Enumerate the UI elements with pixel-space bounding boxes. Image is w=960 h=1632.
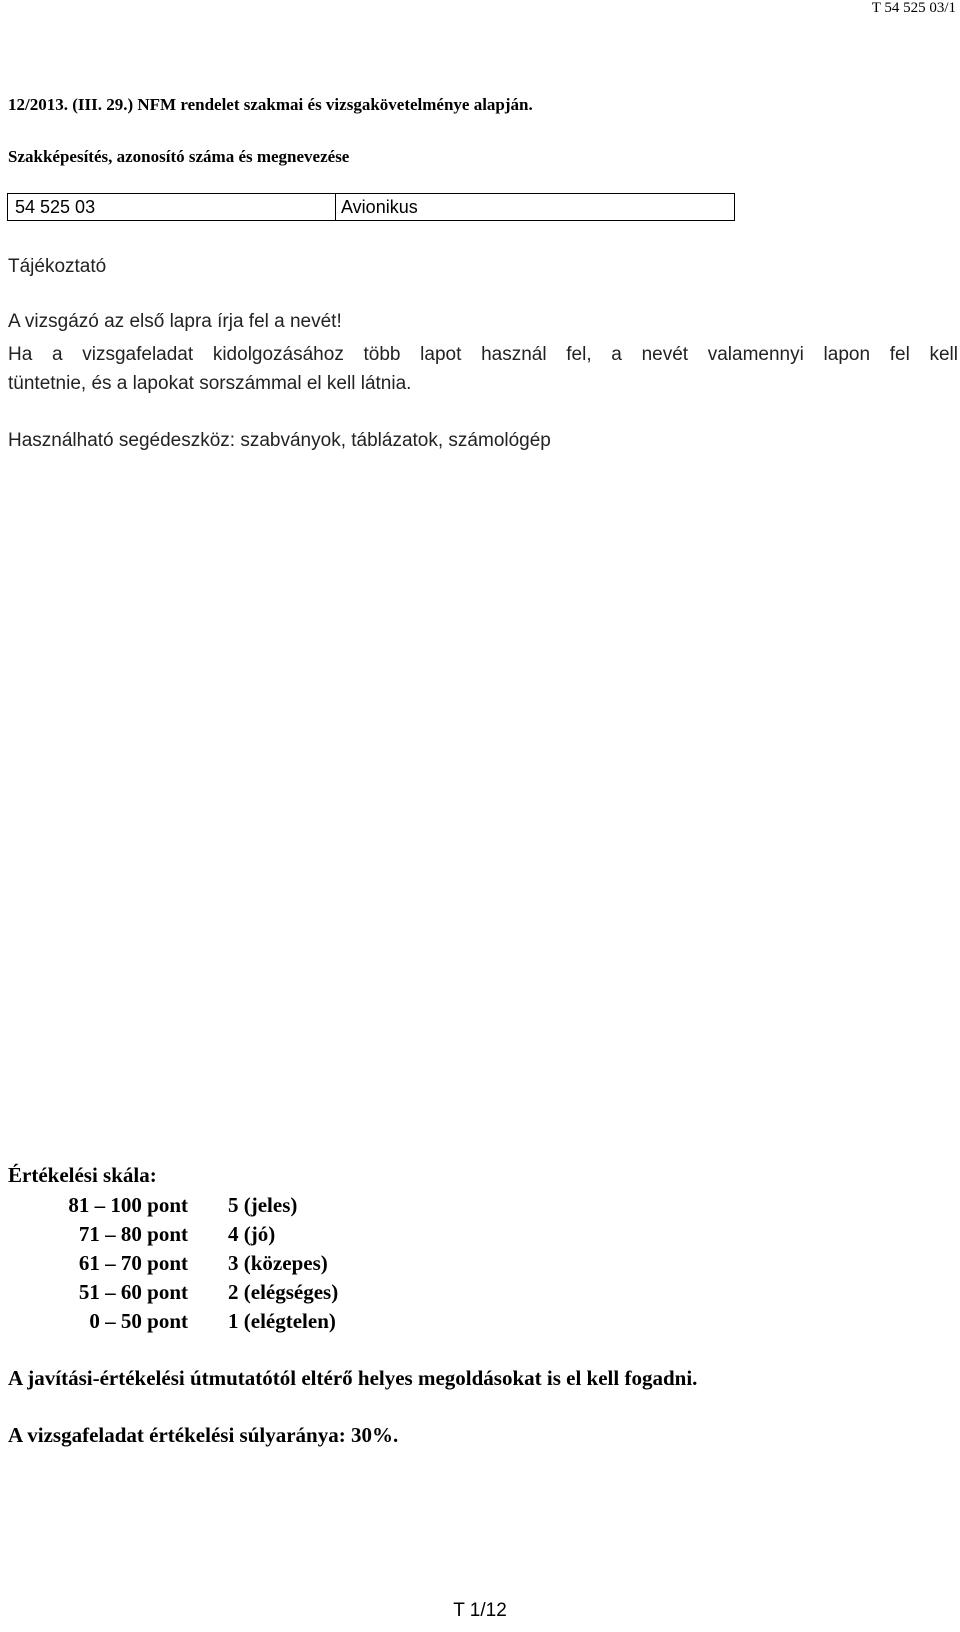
score-range: 51 – 60 pont bbox=[78, 1280, 188, 1304]
info-multi-page-instruction: Ha a vizsgafeladat kidolgozásához több lapot használ fel, a nevét valamennyi lapon fel kell bbox=[8, 344, 958, 365]
qualification-heading: Szakképesítés, azonosító száma és megnevezése bbox=[8, 147, 350, 166]
qualification-divider bbox=[335, 194, 336, 220]
grading-scale-title: Értékelési skála: bbox=[8, 1163, 157, 1187]
score-range: 71 – 80 pont bbox=[78, 1222, 188, 1246]
alternative-solutions-note: A javítási-értékelési útmutatótól eltérő helyes megoldásokat is el kell fogadni. bbox=[8, 1366, 698, 1390]
grade-label: 4 (jó) bbox=[228, 1222, 276, 1246]
grade-label: 1 (elégtelen) bbox=[228, 1309, 336, 1333]
score-range: 81 – 100 pont bbox=[68, 1193, 188, 1217]
info-allowed-tools: Használható segédeszköz: szabványok, táblázatok, számológép bbox=[8, 430, 551, 451]
grade-label: 2 (elégséges) bbox=[228, 1280, 339, 1304]
info-name-instruction: A vizsgázó az első lapra írja fel a nevét! bbox=[8, 311, 342, 332]
info-numbering-instruction: tüntetnie, és a lapokat sorszámmal el kell látnia. bbox=[8, 373, 412, 394]
qualification-code: 54 525 03 bbox=[15, 197, 96, 217]
page-code: T 54 525 03/1 bbox=[871, 0, 956, 16]
info-title: Tájékoztató bbox=[8, 256, 107, 277]
qualification-name: Avionikus bbox=[341, 197, 418, 217]
score-range: 0 – 50 pont bbox=[89, 1309, 188, 1333]
score-range: 61 – 70 pont bbox=[78, 1251, 188, 1275]
page-number: T 1/12 bbox=[453, 1600, 507, 1621]
qualification-box bbox=[7, 193, 735, 221]
weight-note: A vizsgafeladat értékelési súlyaránya: 30%. bbox=[8, 1423, 399, 1447]
grade-label: 3 (közepes) bbox=[228, 1251, 328, 1275]
grade-label: 5 (jeles) bbox=[228, 1193, 298, 1217]
regulation-reference: 12/2013. (III. 29.) NFM rendelet szakmai és vizsgakövetelménye alapján. bbox=[8, 95, 533, 114]
